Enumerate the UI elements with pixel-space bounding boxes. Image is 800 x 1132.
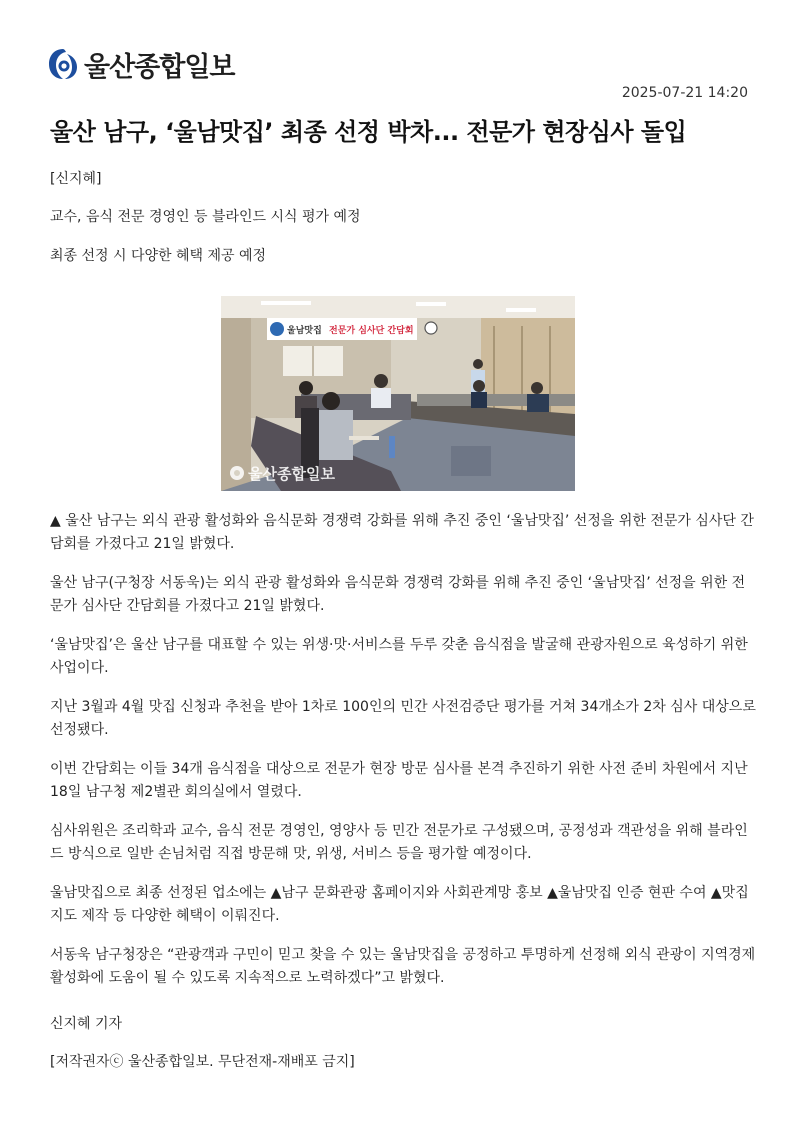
- publish-date: 2025-07-21 14:20: [621, 85, 748, 101]
- photo-watermark: 울산종합일보: [248, 465, 335, 483]
- article-paragraph: 울남맛집으로 최종 선정된 업소에는 ▲남구 문화관광 홈페이지와 사회관계망 홍보 ▲울남맛집 인증 현판 수여 ▲맛집 지도 제작 등 다양한 혜택이 이뤄진다.: [50, 885, 749, 924]
- article-paragraph: 심사위원은 조리학과 교수, 음식 전문 경영인, 영양사 등 민간 전문가로 구성됐으며, 공정성과 객관성을 위해 블라인드 방식으로 일반 손님처럼 직접 방문해 맛, 위생, 서비스 등을 평가할 예정이다.: [50, 823, 748, 862]
- photo-caption: ▲ 울산 남구는 외식 관광 활성화와 음식문화 경쟁력 강화를 위해 추진 중인 ‘울남맛집’ 선정을 위한 전문가 심사단 간담회를 가졌다고 21일 밝혔다.: [50, 513, 754, 552]
- masthead-logo[interactable]: [48, 46, 235, 82]
- subhead: 교수, 음식 전문 경영인 등 블라인드 시식 평가 예정: [50, 209, 361, 225]
- subhead: 최종 선정 시 다양한 혜택 제공 예정: [50, 248, 267, 264]
- logo-text: 울산종합일보: [84, 51, 235, 83]
- swirl-logo-icon: [48, 47, 78, 81]
- article-paragraph: ‘울남맛집’은 울산 남구를 대표할 수 있는 위생·맛·서비스를 두루 갖춘 음식점을 발굴해 관광자원으로 육성하기 위한 사업이다.: [50, 637, 748, 676]
- article-photo: [221, 296, 575, 491]
- article-paragraph: 서동욱 남구청장은 “관광객과 구민이 믿고 찾을 수 있는 울남맛집을 공정하고 투명하게 선정해 외식 관광이 지역경제 활성화에 도움이 될 수 있도록 지속적으로 노력하겠다”고 밝혔다.: [50, 947, 756, 986]
- svg-text:전문가 심사단 간담회: 전문가 심사단 간담회: [329, 326, 414, 336]
- svg-text:울남맛집: 울남맛집: [287, 326, 322, 336]
- article-paragraph: 울산 남구(구청장 서동욱)는 외식 관광 활성화와 음식문화 경쟁력 강화를 위해 추진 중인 ‘울남맛집’ 선정을 위한 전문가 심사단 간담회를 가졌다고 21일 밝혔다.: [50, 575, 746, 614]
- copyright-notice: [저작권자ⓒ 울산종합일보. 무단전재-재배포 금지]: [50, 1054, 355, 1070]
- reporter-tag: [신지혜]: [50, 171, 102, 187]
- article-paragraph: 지난 3월과 4월 맛집 신청과 추천을 받아 1차로 100인의 민간 사전검증단 평가를 거쳐 34개소가 2차 심사 대상으로 선정됐다.: [50, 699, 756, 738]
- article-paragraph: 이번 간담회는 이들 34개 음식점을 대상으로 전문가 현장 방문 심사를 본격 추진하기 위한 사전 준비 차원에서 지난 18일 남구청 제2별관 회의실에서 열렸다.: [50, 761, 748, 800]
- article-headline: 울산 남구, ‘울남맛집’ 최종 선정 박차... 전문가 현장심사 돌입: [50, 118, 687, 146]
- meeting-room-photo: [221, 296, 575, 491]
- article-byline: 신지혜 기자: [50, 1016, 123, 1032]
